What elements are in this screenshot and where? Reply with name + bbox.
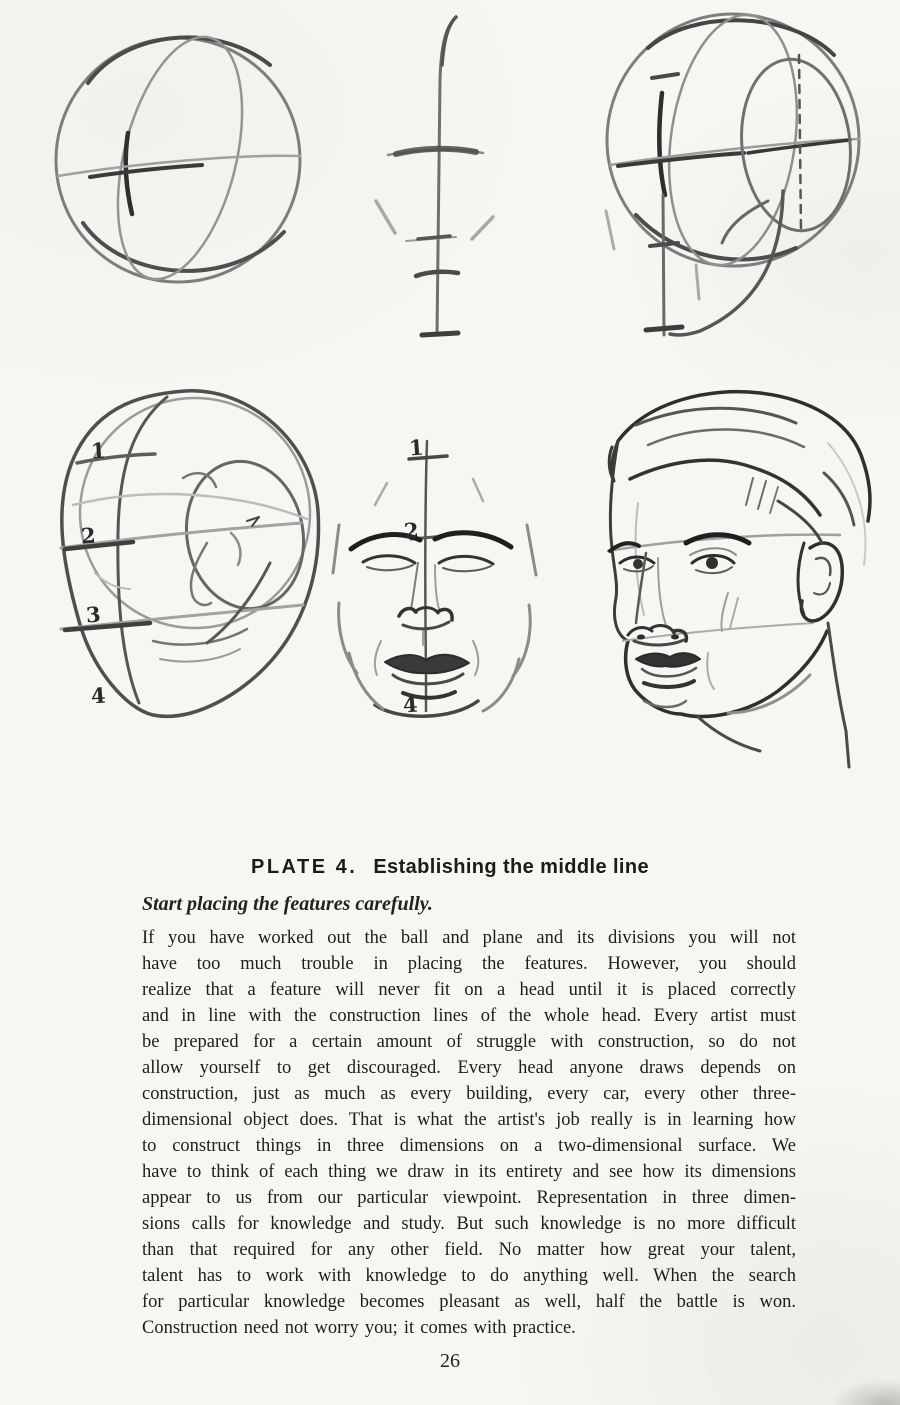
paragraph-line: have too much trouble in placing the features. However, you should	[142, 954, 796, 974]
figure-middle-line-ticks	[358, 5, 558, 345]
page-number: 26	[440, 1350, 460, 1372]
plate-subtitle: Start placing the features carefully.	[142, 893, 433, 915]
middle-line-sketch	[358, 5, 558, 345]
paragraph-line: construction, just as much as every building, every car, every other three-	[142, 1084, 796, 1104]
figure-finished-head	[578, 383, 898, 775]
paragraph-line: and in line with the construction lines of the whole head. Every artist must	[142, 1006, 796, 1026]
front-face-sketch	[323, 413, 553, 735]
construction-head-label-3: 3	[85, 601, 102, 628]
plate-title	[0, 856, 900, 879]
paragraph-line: allow yourself to get discouraged. Every head anyone draws depends on	[142, 1058, 796, 1078]
front-face-label-4: 4	[402, 691, 419, 718]
paragraph-line: If you have worked out the ball and plane and its divisions you will not	[142, 928, 796, 948]
front-face-label-1: 1	[408, 434, 425, 461]
ball-plane-sketch	[578, 3, 898, 353]
figure-front-face	[323, 413, 553, 735]
paragraph-line: have to think of each thing we draw in its entirety and see how its dimensions	[142, 1162, 796, 1182]
paragraph-line: be prepared for a certain amount of struggle with construction, so do not	[142, 1032, 796, 1052]
construction-head-label-4: 4	[90, 682, 107, 709]
paragraph-line: realize that a feature will never fit on a head until it is placed correctly	[142, 980, 796, 1000]
front-face-label-2: 2	[403, 517, 420, 544]
body-paragraph	[142, 925, 796, 1341]
paragraph-line: to construct things in three dimensions on a two-dimensional surface. We	[142, 1136, 796, 1156]
finished-head-sketch	[578, 383, 898, 775]
paragraph-line: talent has to work with knowledge to do anything well. When the search	[142, 1266, 796, 1286]
construction-head-sketch	[35, 383, 325, 731]
paragraph-line: for particular knowledge becomes pleasant as well, half the battle is won.	[142, 1292, 796, 1312]
plate-title-text: Establishing the middle line	[373, 856, 649, 878]
paragraph-line: Construction need not worry you; it comes with practice.	[142, 1318, 576, 1338]
paragraph-line: appear to us from our particular viewpoint. Representation in three dimen-	[142, 1188, 796, 1208]
figure-ball-and-plane	[578, 3, 898, 353]
paragraph-line: dimensional object does. That is what the artist's job really is in learning how	[142, 1110, 796, 1130]
figure-ball-with-middle-line	[28, 8, 328, 308]
ball-sketch	[28, 8, 328, 308]
paragraph-line: than that required for any other field. No matter how great your talent,	[142, 1240, 796, 1260]
paragraph-line: sions calls for knowledge and study. But such knowledge is no more difficult	[142, 1214, 796, 1234]
construction-head-label-1: 1	[90, 437, 107, 464]
scan-smudge	[830, 1379, 900, 1405]
construction-head-label-2: 2	[80, 522, 97, 549]
plate-label: PLATE 4.	[251, 856, 358, 878]
figure-construction-head	[35, 383, 325, 731]
